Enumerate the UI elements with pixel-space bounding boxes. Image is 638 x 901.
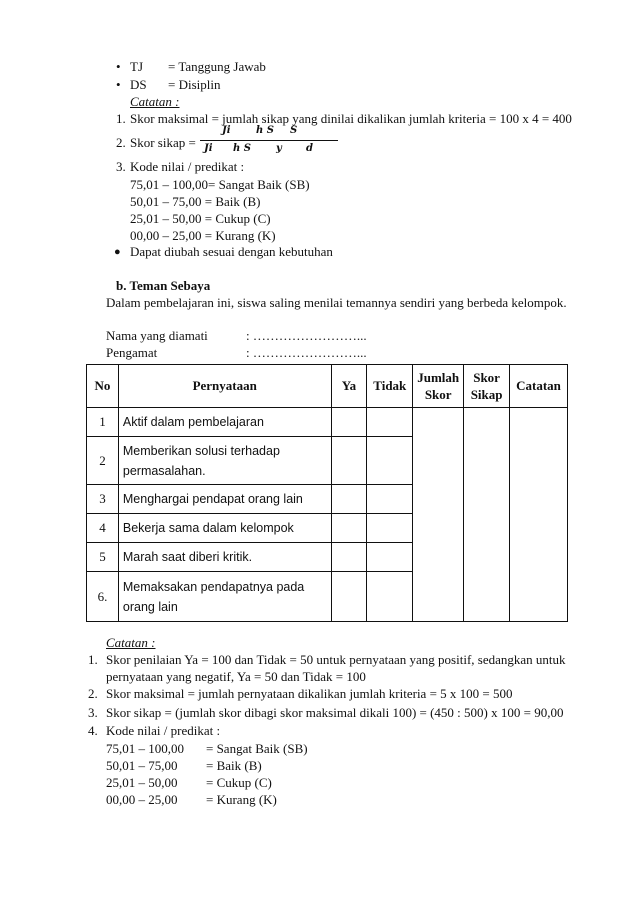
legend-abbr: DS	[130, 77, 147, 92]
note-text: Skor penilaian Ya = 100 dan Tidak = 50 untuk pernyataan yang positif, sedangkan untuk	[106, 652, 566, 667]
predikat-label: = Kurang (K)	[206, 792, 277, 807]
cell-tidak[interactable]	[367, 408, 413, 437]
predikat-line: 00,00 – 25,00 = Kurang (K)	[130, 228, 276, 243]
formula-denominator-c: y	[276, 143, 282, 154]
section-heading: b. Teman Sebaya	[116, 278, 211, 293]
table-row	[87, 408, 568, 437]
row-statement: Marah saat diberi kritik.	[118, 543, 331, 572]
predikat-range: 00,00 – 25,00	[106, 792, 178, 807]
predikat-label: = Baik (B)	[206, 758, 262, 773]
header-jumlah-line2: Skor	[424, 387, 452, 402]
note-text: Kode nilai / predikat :	[130, 159, 245, 174]
legend-desc: = Tanggung Jawab	[168, 59, 266, 74]
cell-skor-sikap[interactable]	[464, 408, 510, 622]
row-statement: Memberikan solusi terhadap permasalahan.	[118, 437, 331, 485]
note-number: 2.	[88, 686, 98, 701]
header-pernyataan: Pernyataan	[118, 365, 331, 408]
cell-tidak[interactable]	[367, 572, 413, 622]
header-skor-sikap	[464, 365, 510, 408]
predikat-range: 50,01 – 75,00	[106, 758, 178, 773]
header-tidak: Tidak	[367, 365, 413, 408]
note-text: Kode nilai / predikat :	[106, 723, 221, 738]
row-statement: Bekerja sama dalam kelompok	[118, 514, 331, 543]
formula-denominator-d: d	[306, 143, 313, 154]
legend-desc: = Disiplin	[168, 77, 221, 92]
note-text: Skor maksimal = jumlah sikap yang dinilai dikalikan jumlah kriteria = 100 x 4 = 400	[130, 111, 572, 126]
fraction-bar	[200, 140, 338, 141]
header-no: No	[87, 365, 119, 408]
formula-numerator-a: Ji	[222, 125, 231, 136]
note-text: Skor sikap =	[130, 135, 196, 150]
cell-tidak[interactable]	[367, 485, 413, 514]
header-skor-line2: Sikap	[470, 387, 503, 402]
row-statement: Memaksakan pendapatnya pada orang lain	[118, 572, 331, 622]
cell-tidak[interactable]	[367, 543, 413, 572]
predikat-range: 75,01 – 100,00	[106, 741, 184, 756]
note-number: 2.	[116, 135, 126, 150]
cell-ya[interactable]	[331, 485, 367, 514]
row-statement: Menghargai pendapat orang lain	[118, 485, 331, 514]
predikat-range: 25,01 – 50,00	[106, 775, 178, 790]
cell-ya[interactable]	[331, 543, 367, 572]
note-text-continued: pernyataan yang negatif, Ya = 50 dan Tidak = 100	[106, 669, 366, 684]
row-number: 2	[87, 437, 119, 485]
row-number: 3	[87, 485, 119, 514]
cell-tidak[interactable]	[367, 437, 413, 485]
legend-abbr: TJ	[130, 59, 143, 74]
predikat-line: 75,01 – 100,00= Sangat Baik (SB)	[130, 177, 310, 192]
note-number: 3.	[116, 159, 126, 174]
note-text: Skor sikap = (jumlah skor dibagi skor maksimal dikali 100) = (450 : 500) x 100 = 90,00	[106, 705, 564, 720]
formula-numerator-b: h S	[256, 125, 274, 136]
cell-ya[interactable]	[331, 514, 367, 543]
header-jumlah-skor	[413, 365, 464, 408]
bullet: •	[116, 77, 121, 92]
extra-note: Dapat diubah sesuai dengan kebutuhan	[130, 244, 333, 259]
field-value: : ……………………...	[246, 328, 367, 343]
row-number: 5	[87, 543, 119, 572]
header-jumlah-line1: Jumlah	[417, 370, 460, 385]
note-number: 3.	[88, 705, 98, 720]
section-intro: Dalam pembelajaran ini, siswa saling menilai temannya sendiri yang berbeda kelompok.	[106, 295, 567, 310]
predikat-line: 25,01 – 50,00 = Cukup (C)	[130, 211, 271, 226]
note-text: Skor maksimal = jumlah pernyataan dikalikan jumlah kriteria = 5 x 100 = 500	[106, 686, 513, 701]
bullet: •	[116, 59, 121, 74]
table-header-row	[87, 365, 568, 408]
cell-jumlah-skor[interactable]	[413, 408, 464, 622]
cell-tidak[interactable]	[367, 514, 413, 543]
note-number: 1.	[88, 652, 98, 667]
catatan-label: Catatan :	[106, 635, 156, 650]
predikat-line: 50,01 – 75,00 = Baik (B)	[130, 194, 261, 209]
note-number: 1.	[116, 111, 126, 126]
cell-ya[interactable]	[331, 437, 367, 485]
header-skor-line1: Skor	[473, 370, 500, 385]
predikat-label: = Sangat Baik (SB)	[206, 741, 308, 756]
cell-ya[interactable]	[331, 408, 367, 437]
note-number: 4.	[88, 723, 98, 738]
row-number: 4	[87, 514, 119, 543]
row-statement: Aktif dalam pembelajaran	[118, 408, 331, 437]
peer-assessment-table	[86, 364, 568, 622]
formula-numerator-c: S	[290, 125, 298, 136]
header-catatan: Catatan	[510, 365, 568, 408]
cell-catatan[interactable]	[510, 408, 568, 622]
header-ya: Ya	[331, 365, 367, 408]
field-label: Pengamat	[106, 345, 158, 360]
formula-denominator-b: h S	[233, 143, 251, 154]
field-label: Nama yang diamati	[106, 328, 208, 343]
row-number: 6.	[87, 572, 119, 622]
row-number: 1	[87, 408, 119, 437]
field-value: : ……………………...	[246, 345, 367, 360]
predikat-label: = Cukup (C)	[206, 775, 272, 790]
formula-denominator-a: Ji	[204, 143, 213, 154]
catatan-label: Catatan :	[130, 94, 180, 109]
bullet: ●	[114, 246, 121, 258]
cell-ya[interactable]	[331, 572, 367, 622]
